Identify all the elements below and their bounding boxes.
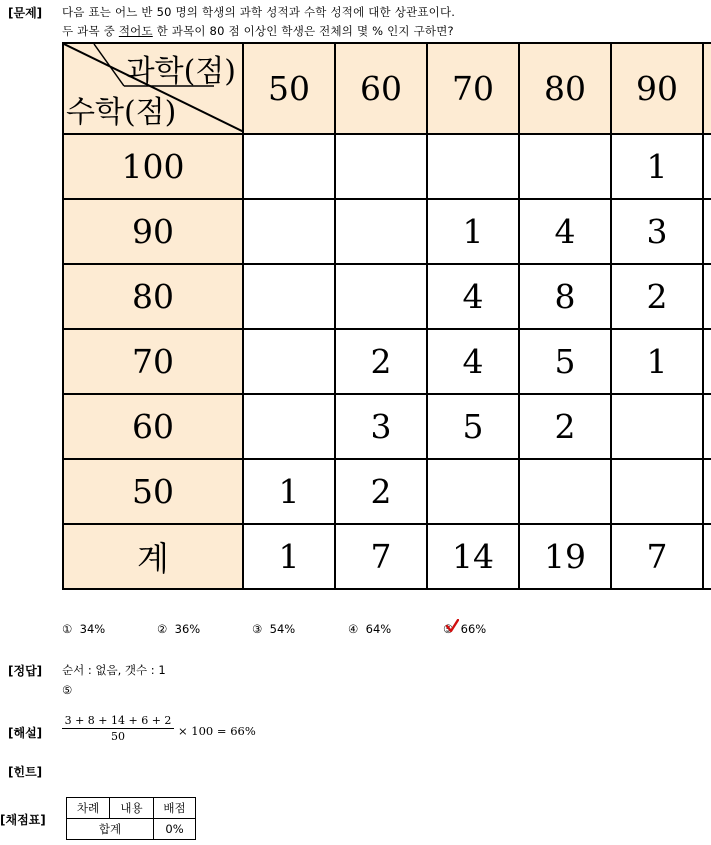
- table-cell: [427, 459, 519, 524]
- choice-2-text: 36%: [174, 622, 201, 636]
- total-row: [63, 524, 711, 589]
- question-line-1: 다음 표는 어느 반 50 명의 학생의 과학 성적과 수학 성적에 대한 상관표이다.: [62, 5, 456, 19]
- row-header: 80: [63, 264, 243, 329]
- table-row: [63, 199, 711, 264]
- table-cell-cut: [703, 394, 711, 459]
- choice-4[interactable]: [348, 622, 391, 636]
- row-header: 70: [63, 329, 243, 394]
- choice-4-mark: ④: [348, 622, 359, 636]
- choice-2-mark: ②: [157, 622, 168, 636]
- table-cell: 5: [427, 394, 519, 459]
- question-label: [문제]: [8, 6, 43, 20]
- table-cell: [611, 394, 703, 459]
- total-cell: 1: [243, 524, 335, 589]
- total-row-header: 계: [63, 524, 243, 589]
- choice-1[interactable]: [62, 622, 105, 636]
- table-cell: [427, 134, 519, 199]
- choice-5-mark: ⑤: [443, 622, 454, 636]
- table-cell: 2: [519, 394, 611, 459]
- table-row: [63, 329, 711, 394]
- explanation-label: [해설]: [8, 726, 43, 740]
- grading-label: [채점표]: [0, 813, 46, 827]
- table-cell: 5: [519, 329, 611, 394]
- table-cell: 2: [611, 264, 703, 329]
- table-cell: 2: [335, 329, 427, 394]
- table-cell: 1: [427, 199, 519, 264]
- table-cell: 1: [611, 329, 703, 394]
- grading-total-value: 0%: [154, 819, 196, 840]
- table-cell: 3: [335, 394, 427, 459]
- table-cell-cut: [703, 199, 711, 264]
- row-header: 100: [63, 134, 243, 199]
- question-underlined-word: 적어도: [118, 24, 153, 38]
- choice-2[interactable]: [157, 622, 200, 636]
- grading-table: [66, 797, 196, 840]
- table-cell-cut: [703, 459, 711, 524]
- col-header-4: 90: [611, 43, 703, 134]
- choice-1-mark: ①: [62, 622, 73, 636]
- choice-1-text: 34%: [79, 622, 106, 636]
- corner-science-label: 과학(점): [125, 54, 236, 89]
- answer-label: [정답]: [8, 664, 43, 678]
- table-row: [63, 459, 711, 524]
- row-header: 50: [63, 459, 243, 524]
- answer-line-2: ⑤: [62, 683, 73, 697]
- col-header-0: 50: [243, 43, 335, 134]
- grading-header-points: 배점: [154, 798, 196, 819]
- fraction-numerator: 3 + 8 + 14 + 6 + 2: [62, 714, 174, 729]
- total-cell: 14: [427, 524, 519, 589]
- table-cell: [243, 264, 335, 329]
- corner-math-label: 수학(점): [66, 95, 177, 131]
- correlation-table: [62, 42, 711, 590]
- table-cell: [611, 459, 703, 524]
- table-cell: [519, 459, 611, 524]
- grading-total-row: [67, 819, 196, 840]
- grading-header-content: 내용: [110, 798, 154, 819]
- choice-4-text: 64%: [365, 622, 392, 636]
- table-cell: 1: [243, 459, 335, 524]
- grading-header-row: [67, 798, 196, 819]
- check-mark-icon: [445, 619, 459, 633]
- table-cell: 4: [427, 264, 519, 329]
- table-cell: 4: [519, 199, 611, 264]
- grading-header-order: 차례: [67, 798, 110, 819]
- table-cell: [335, 199, 427, 264]
- col-header-2: 70: [427, 43, 519, 134]
- table-cell: 1: [611, 134, 703, 199]
- total-cell-cut: [703, 524, 711, 589]
- row-header: 60: [63, 394, 243, 459]
- col-header-cut: [703, 43, 711, 134]
- row-header: 90: [63, 199, 243, 264]
- table-cell: 8: [519, 264, 611, 329]
- question-line-2: [62, 23, 454, 39]
- fraction-denominator: 50: [111, 730, 125, 743]
- corner-cell: [63, 43, 243, 134]
- col-header-3: 80: [519, 43, 611, 134]
- choice-3-mark: ③: [252, 622, 263, 636]
- table-cell: 2: [335, 459, 427, 524]
- table-row: [63, 264, 711, 329]
- choice-3[interactable]: [252, 622, 295, 636]
- question-line-2-post: 한 과목이 80 점 이상인 학생은 전체의 몇 % 인지 구하면?: [152, 24, 454, 38]
- choice-3-text: 54%: [269, 622, 296, 636]
- choice-5-text: 66%: [460, 622, 487, 636]
- total-cell: 7: [611, 524, 703, 589]
- hint-label: [힌트]: [8, 765, 43, 779]
- table-row: [63, 394, 711, 459]
- grading-total-label: 합계: [67, 819, 154, 840]
- total-cell: 7: [335, 524, 427, 589]
- col-header-1: 60: [335, 43, 427, 134]
- table-cell: 3: [611, 199, 703, 264]
- explanation-fraction: [62, 714, 174, 743]
- table-cell-cut: [703, 134, 711, 199]
- table-cell: [243, 134, 335, 199]
- header-row: [63, 43, 711, 134]
- table-cell: [243, 199, 335, 264]
- total-cell: 19: [519, 524, 611, 589]
- answer-line-1: 순서 : 없음, 갯수 : 1: [62, 663, 166, 677]
- table-cell: [519, 134, 611, 199]
- table-cell: [243, 329, 335, 394]
- table-row: [63, 134, 711, 199]
- table-cell: [335, 264, 427, 329]
- table-cell: [243, 394, 335, 459]
- table-cell: 4: [427, 329, 519, 394]
- table-cell-cut: [703, 264, 711, 329]
- table-cell: [335, 134, 427, 199]
- explanation-tail: × 100 = 66%: [178, 724, 256, 738]
- question-line-2-pre: 두 과목 중: [62, 24, 119, 38]
- table-cell-cut: [703, 329, 711, 394]
